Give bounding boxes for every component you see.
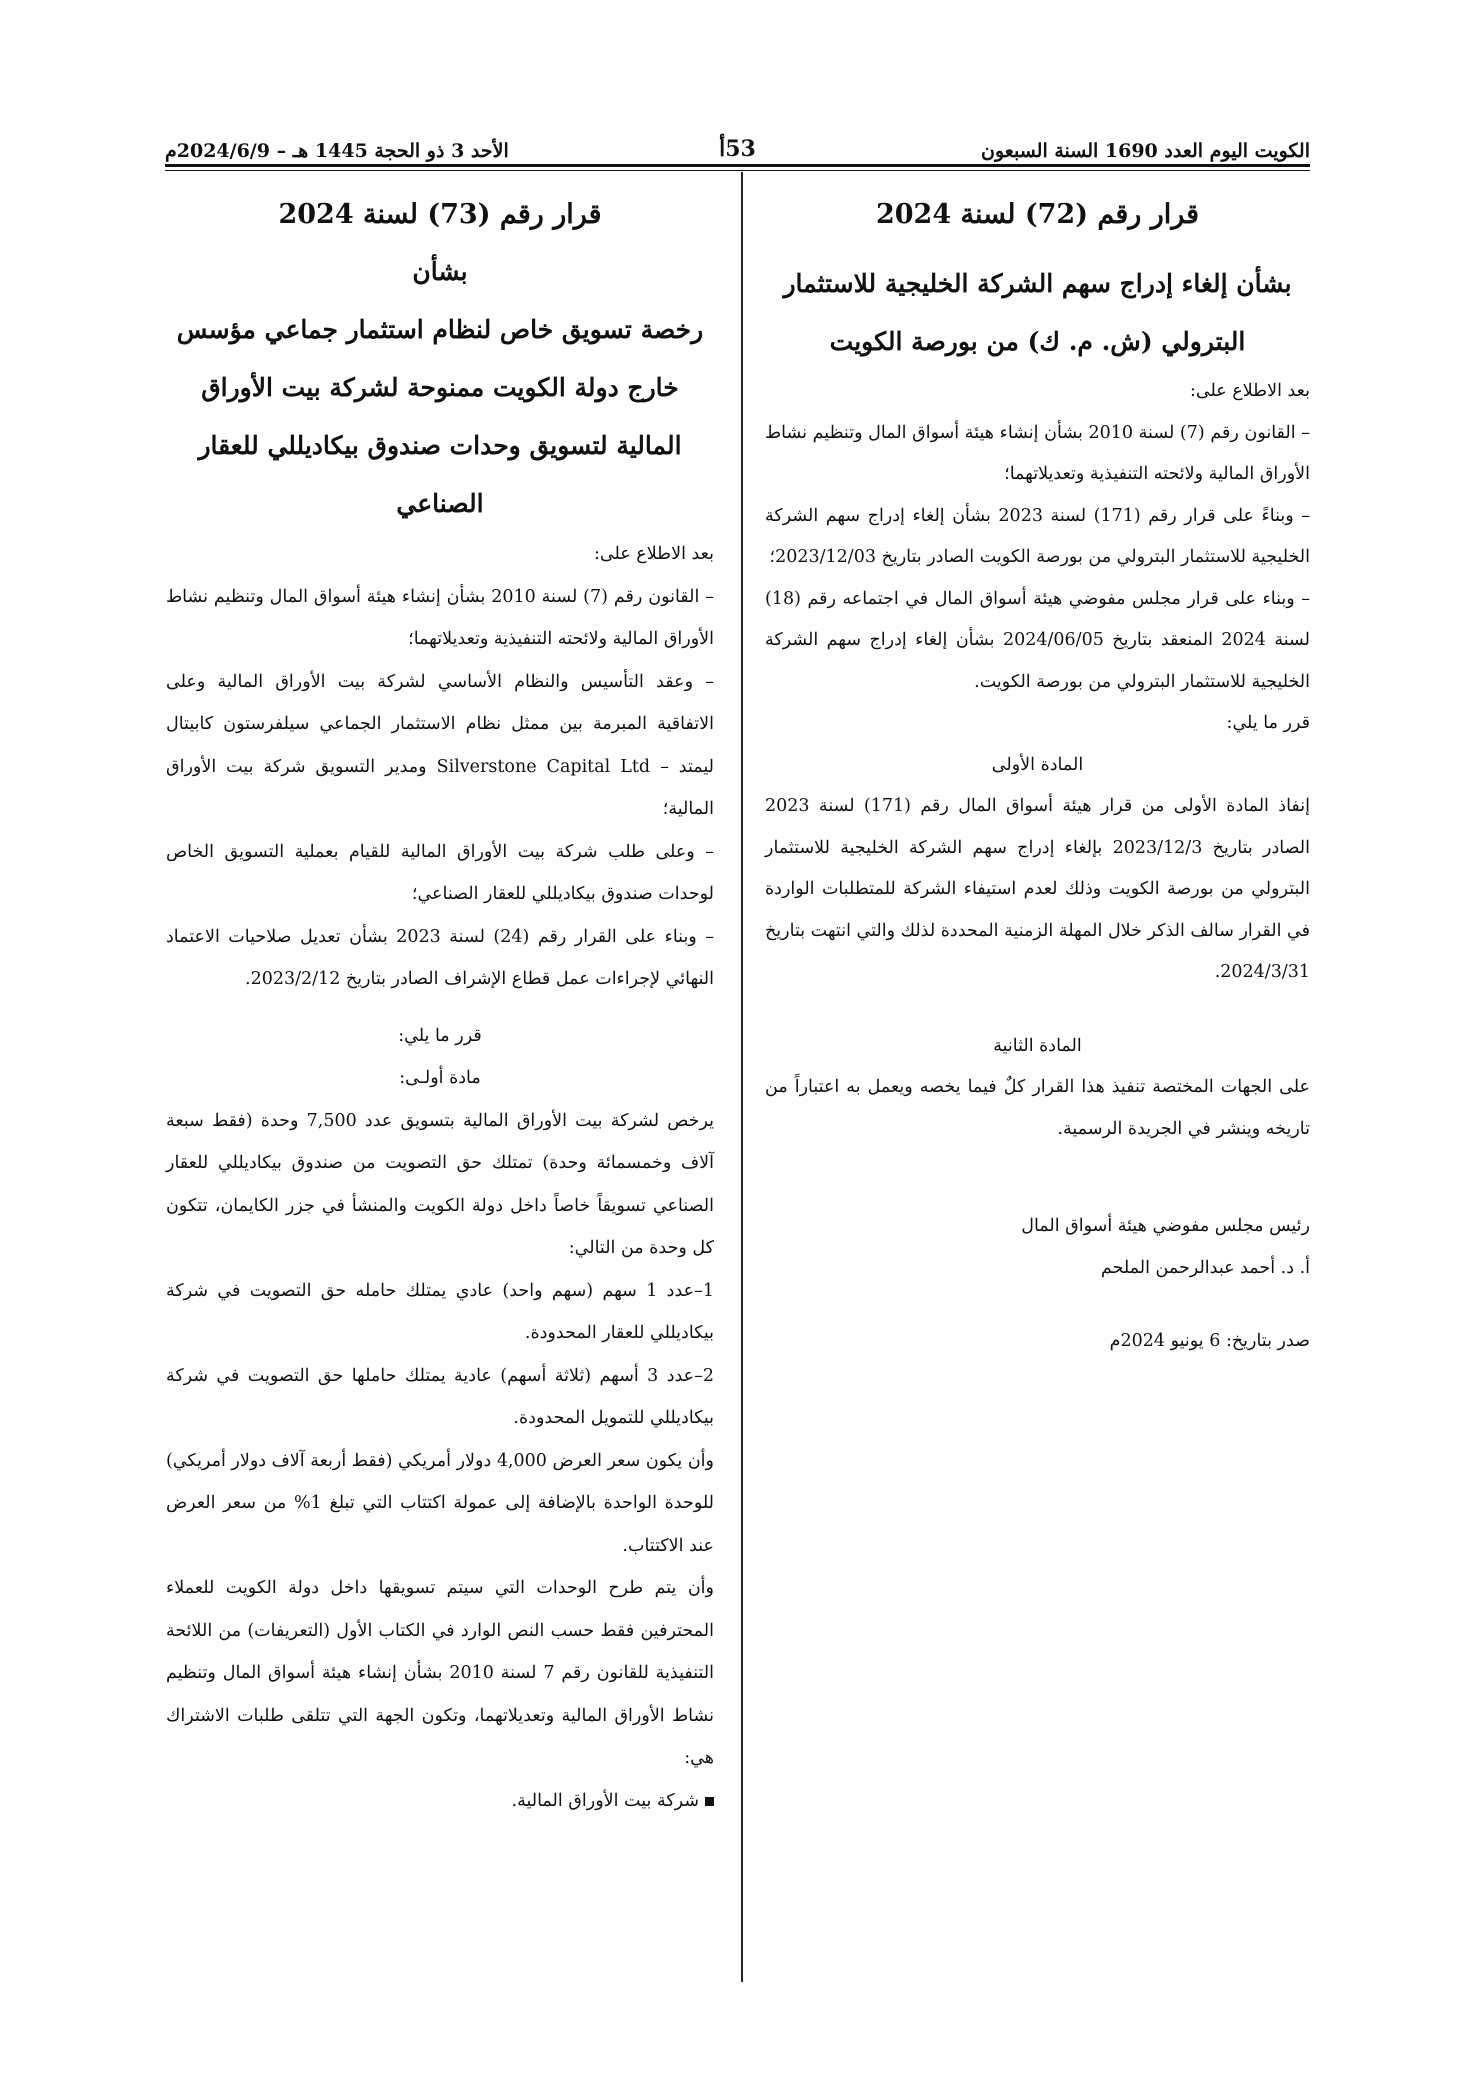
bullet-icon	[705, 1797, 714, 1806]
decision-73-intro: بعد الاطلاع على:	[594, 544, 714, 564]
decision-73-subject-line3: المالية لتسويق وحدات صندوق بيكاديللي للعقار	[198, 431, 682, 460]
column-divider	[741, 172, 743, 1982]
decision-72-para2: – وبناءً على قرار رقم (171) لسنة 2023 بشأن إلغاء إدراج سهم الشركة الخليجية للاستثمار البترولي من بورصة الكويت الصادر بتاريخ 2023/12/03؛	[765, 505, 1310, 567]
decision-73-para1: – القانون رقم (7) لسنة 2010 بشأن إنشاء هيئة أسواق المال وتنظيم نشاط الأوراق المالية ولائحته التنفيذية وتعديلاتهما؛	[166, 586, 714, 649]
decision-73-about: بشأن	[412, 257, 468, 286]
decision-73-subject-line1: رخصة تسويق خاص لنظام استثمار جماعي مؤسس	[176, 315, 704, 344]
decision-73-article1-title: مادة أولـى:	[399, 1068, 481, 1088]
decision-73-article1-text: يرخص لشركة بيت الأوراق المالية بتسويق عدد 7,500 وحدة (فقط سبعة آلاف وخمسمائة وحدة) تمتلك حق التصويت من صندوق بيكاديللي للعقار الصناعي تسويقاً خاصاً داخل دولة الكويت والمنشأ في جزر الكايمان، تتكون كل وحدة من التالي:	[166, 1110, 714, 1258]
header-rule-thin	[165, 170, 1310, 171]
decision-73-para4: – وبناء على القرار رقم (24) لسنة 2023 بشأن تعديل صلاحيات الاعتماد النهائي لإجراءات عمل قطاع الإشراف الصادر بتاريخ 2023/2/12.	[166, 926, 715, 989]
decision-73-price: وأن يكون سعر العرض 4,000 دولار أمريكي (فقط أربعة آلاف دولار أمريكي) للوحدة الواحدة بالإضافة إلى عمولة اكتتاب التي تبلغ 1% من سعر العرض عند الاكتتاب.	[166, 1450, 714, 1556]
header-issue: الكويت اليوم العدد 1690 السنة السبعون	[981, 140, 1310, 162]
decision-72-decided: قرر ما يلي:	[1226, 713, 1310, 733]
decision-72-column	[765, 175, 1310, 1363]
decision-73-decided: قرر ما يلي:	[398, 1025, 482, 1046]
issue-date: صدر بتاريخ: 6 يونيو 2024م	[1109, 1331, 1310, 1351]
header-date: الأحد 3 ذو الحجة 1445 هـ – 2024/6/9م	[165, 140, 509, 162]
decision-73-offer: وأن يتم طرح الوحدات التي سيتم تسويقها داخل دولة الكويت للعملاء المحترفين فقط حسب النص الوارد في الكتاب الأول (التعريفات) من اللائحة التنفيذية للقانون رقم 7 لسنة 2010 بشأن إنشاء هيئة أسواق المال وتنظيم نشاط الأوراق المالية وتعديلاتهما، وتكون الجهة التي تتلقى طلبات الاشتراك هي:	[166, 1578, 714, 1768]
decision-73-title: قرار رقم (73) لسنة 2024	[278, 199, 602, 230]
decision-73-item1: 1–عدد 1 سهم (سهم واحد) عادي يمتلك حامله حق التصويت في شركة بيكاديللي للعقار المحدودة.	[166, 1280, 714, 1343]
decision-72-title: قرار رقم (72) لسنة 2024	[875, 199, 1200, 230]
decision-73-subject-line2: خارج دولة الكويت ممنوحة لشركة بيت الأوراق	[201, 373, 679, 402]
decision-73-column	[166, 175, 714, 1822]
decision-72-intro: بعد الاطلاع على:	[1190, 381, 1310, 401]
decision-72-article2-text: على الجهات المختصة تنفيذ هذا القرار كلٌ فيما يخصه ويعمل به اعتباراً من تاريخه وينشر في الجريدة الرسمية.	[765, 1077, 1310, 1139]
decision-73-item2: 2–عدد 3 أسهم (ثلاثة أسهم) عادية يمتلك حاملها حق التصويت في شركة بيكاديللي للتمويل المحدودة.	[166, 1365, 715, 1428]
decision-73-para2: – وعقد التأسيس والنظام الأساسي لشركة بيت الأوراق المالية وعلى الاتفاقية المبرمة بين ممثل نظام الاستثمار الجماعي سيلفرستون كابيتال ليمتد – Silverstone Capital Ltd ومدير التسويق شركة بيت الأوراق المالية؛	[166, 671, 715, 819]
decision-72-article2-title: المادة الثانية	[993, 1035, 1082, 1056]
page-number: 53أ	[719, 136, 756, 162]
signer-title: رئيس مجلس مفوضي هيئة أسواق المال	[1021, 1216, 1310, 1236]
decision-72-article1-title: المادة الأولى	[991, 754, 1084, 775]
page-header	[165, 118, 1310, 162]
header-rule	[165, 164, 1310, 167]
decision-73-subject-line4: الصناعي	[396, 489, 484, 518]
decision-72-subject-line2: البترولي (ش. م. ك) من بورصة الكويت	[829, 327, 1246, 356]
decision-73-bullet1	[166, 1780, 714, 1823]
decision-72-subject-line1: بشأن إلغاء إدراج سهم الشركة الخليجية للاستثمار	[783, 269, 1292, 298]
decision-72-article1-text: إنفاذ المادة الأولى من قرار هيئة أسواق المال رقم (171) لسنة 2023 الصادر بتاريخ 2023/12/3 بإلغاء إدراج سهم الشركة الخليجية للاستثمار البترولي من بورصة الكويت وذلك لعدم استيفاء الشركة للمتطلبات الواردة في القرار سالف الذكر خلال المهلة الزمنية المحددة لذلك والتي انتهت بتاريخ 2024/3/31.	[765, 796, 1310, 982]
signer-name: أ. د. أحمد عبدالرحمن الملحم	[1100, 1257, 1310, 1278]
decision-72-para1: – القانون رقم (7) لسنة 2010 بشأن إنشاء هيئة أسواق المال وتنظيم نشاط الأوراق المالية ولائحته التنفيذية وتعديلاتهما؛	[765, 422, 1310, 484]
decision-72-para3: – وبناء على قرار مجلس مفوضي هيئة أسواق المال في اجتماعه رقم (18) لسنة 2024 المنعقد بتاريخ 2024/06/05 بشأن إلغاء إدراج سهم الشركة الخليجية للاستثمار البترولي من بورصة الكويت.	[765, 588, 1310, 692]
decision-73-para3: – وعلى طلب شركة بيت الأوراق المالية للقيام بعملية التسويق الخاص لوحدات صندوق بيكاديللي للعقار الصناعي؛	[166, 841, 714, 904]
bullet-text: شركة بيت الأوراق المالية.	[511, 1790, 699, 1811]
